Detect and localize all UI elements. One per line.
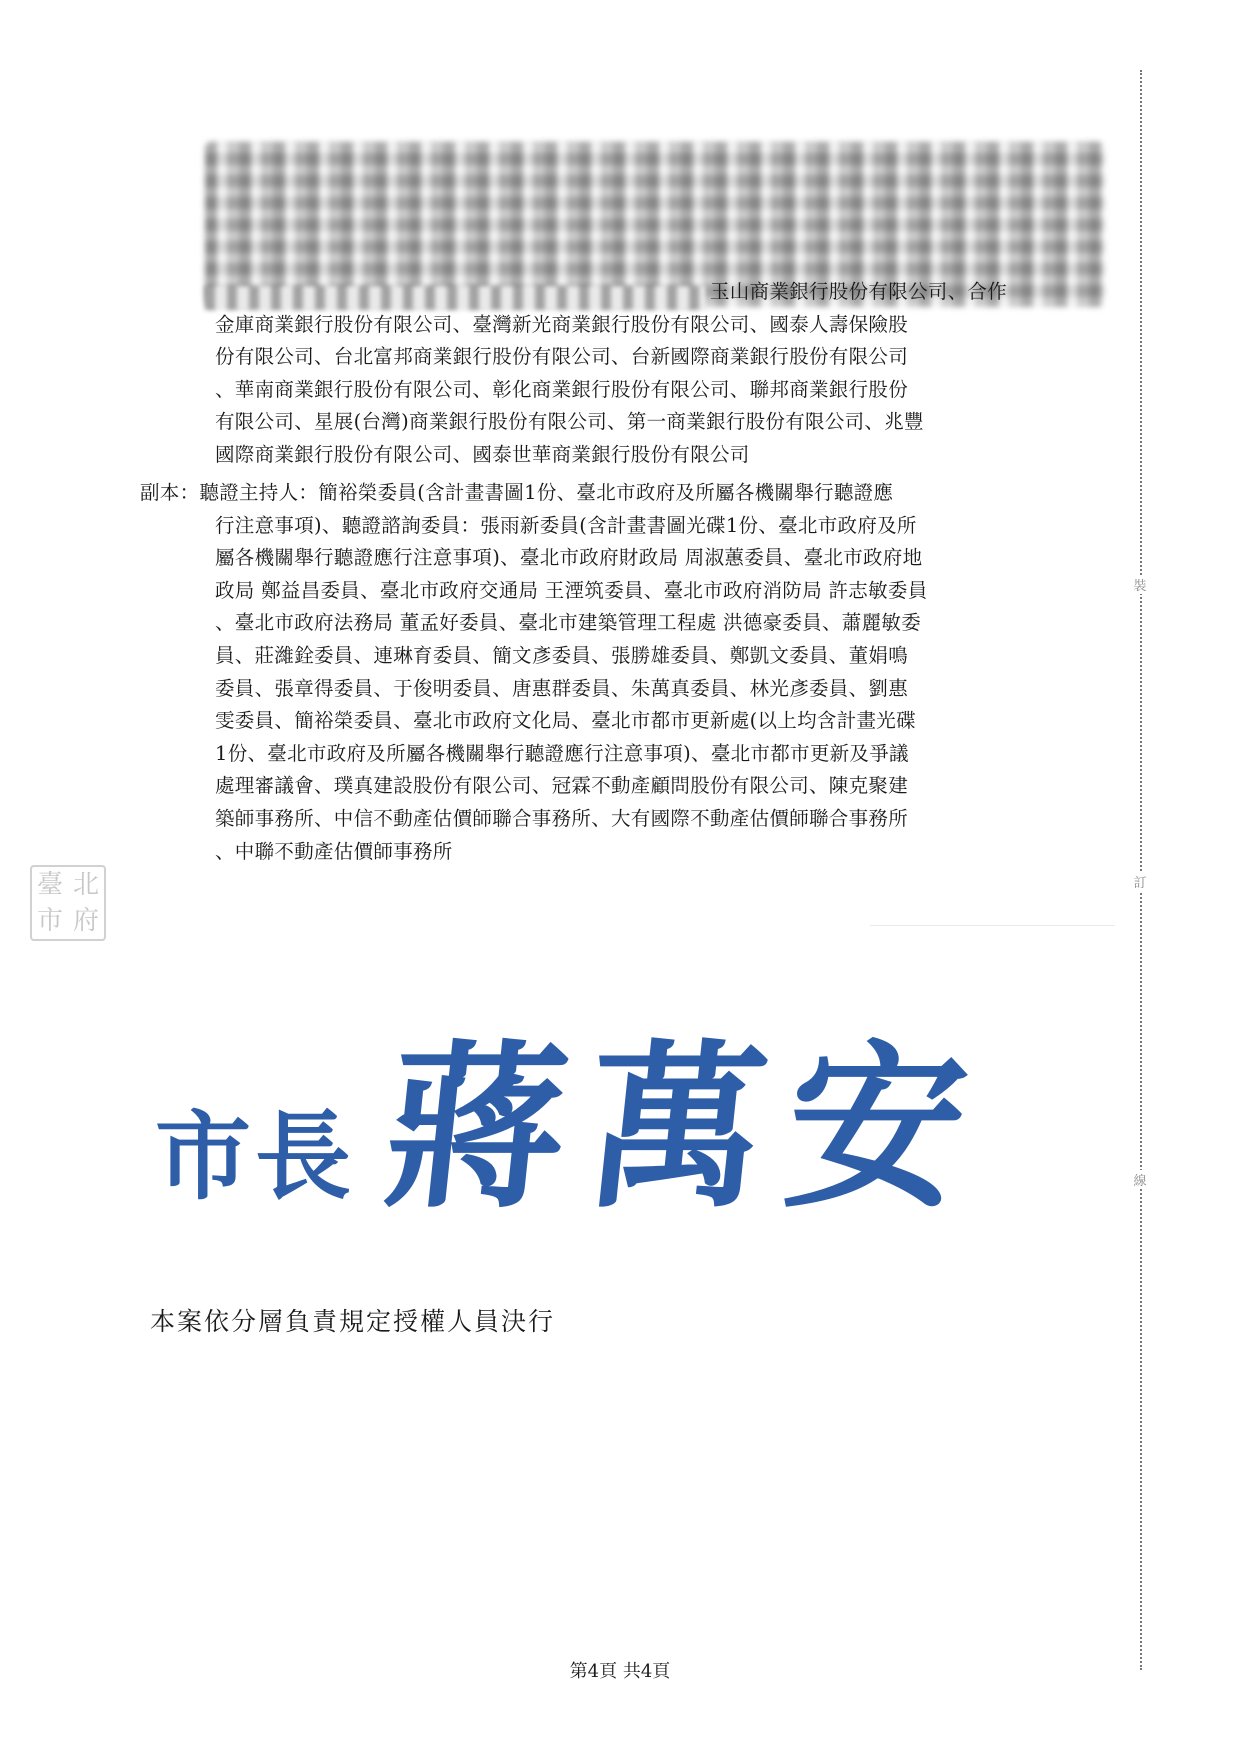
copy-line: 、臺北市政府法務局 董孟好委員、臺北市建築管理工程處 洪德豪委員、蕭麗敏委 [215,611,921,635]
copy-line: 築師事務所、中信不動產估價師聯合事務所、大有國際不動產估價師聯合事務所 [215,806,909,830]
recipients-line: 、華南商業銀行股份有限公司、彰化商業銀行股份有限公司、聯邦商業銀行股份 [215,377,909,401]
binding-label-2: 訂 [1128,872,1152,891]
recipients-line: 金庫商業銀行股份有限公司、臺灣新光商業銀行股份有限公司、國泰人壽保險股 [215,312,909,336]
copy-line: 委員、張章得委員、于俊明委員、唐惠群委員、朱萬真委員、林光彥委員、劉惠 [215,676,909,700]
copy-line: 1份、臺北市政府及所屬各機關舉行聽證應行注意事項)、臺北市都市更新及爭議 [215,741,909,765]
recipients-block [215,276,1007,472]
delegation-note: 本案依分層負責規定授權人員決行 [150,1307,556,1336]
seal-stamp [30,865,106,941]
copy-line: 處理審議會、璞真建設股份有限公司、冠霖不動產顧問股份有限公司、陳克聚建 [215,774,909,798]
copy-line: 員、莊濰銓委員、連琳育委員、簡文彥委員、張勝雄委員、鄭凱文委員、董娟鳴 [215,643,909,667]
copy-line: 屬各機關舉行聽證應行注意事項)、臺北市政府財政局 周淑蕙委員、臺北市政府地 [215,546,923,570]
copy-line: 副本：聽證主持人：簡裕榮委員(含計畫書圖1份、臺北市政府及所屬各機關舉行聽證應 [140,481,894,504]
page-number: 第4頁 共4頁 [569,1661,671,1682]
binding-line [1140,70,1142,1670]
signature-title: 市長 [155,1100,355,1213]
stamp-char: 臺 [36,870,63,900]
recipients-line: 有限公司、星展(台灣)商業銀行股份有限公司、第一商業銀行股份有限公司、兆豐 [215,410,924,434]
stamp-char: 市 [36,906,63,936]
recipients-line: 玉山商業銀行股份有限公司、合作 [710,280,1008,303]
binding-label-1: 裝 [1128,575,1152,594]
mayor-signature [155,985,999,1241]
recipients-line: 國際商業銀行股份有限公司、國泰世華商業銀行股份有限公司 [215,442,750,466]
stamp-char: 北 [72,870,99,900]
copy-line: 雯委員、簡裕榮委員、臺北市政府文化局、臺北市都市更新處(以上均含計畫光碟 [215,709,916,733]
signature-name: 蔣萬安 [376,1023,999,1232]
recipients-line: 份有限公司、台北富邦商業銀行股份有限公司、台新國際商業銀行股份有限公司 [215,345,909,369]
faint-divider [870,925,1115,926]
copy-line: 政局 鄭益昌委員、臺北市政府交通局 王湮筑委員、臺北市政府消防局 許志敏委員 [215,578,928,602]
copy-line: 行注意事項)、聽證諮詢委員：張雨新委員(含計畫書圖光碟1份、臺北市政府及所 [215,513,917,537]
copy-line: 、中聯不動產估價師事務所 [215,839,453,863]
copy-recipients-block [140,477,928,868]
binding-label-3: 線 [1128,1170,1152,1189]
stamp-char: 府 [72,906,99,936]
